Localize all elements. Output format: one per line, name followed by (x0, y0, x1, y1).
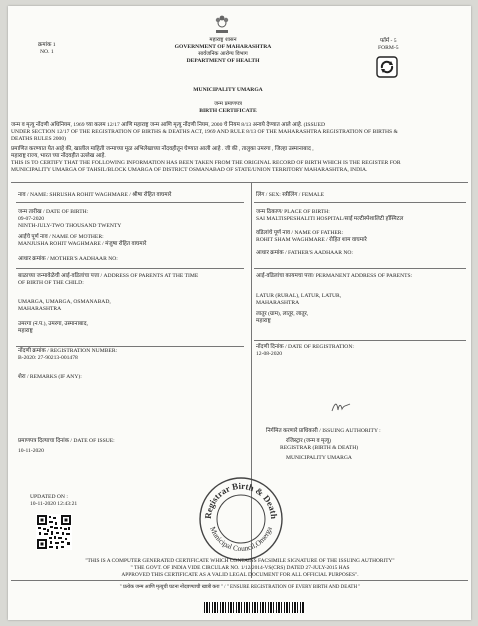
issuing-authority: निर्गमित करणारे प्राधिकारी / ISSUING AUTHORITY : रजिस्ट्रार (जन्म व मृत्यू) REGISTRAR (BIRTH & DEATH) MUNICIPALITY UMARGA (266, 428, 381, 461)
govt-name-hi: महाराष्ट्र शासन (209, 37, 237, 43)
govt-name: GOVERNMENT OF MAHARASHTRA (174, 44, 272, 50)
form-number-hi: क्रमांक 1 (38, 42, 56, 48)
form-label: FORM-5 (378, 45, 399, 51)
footer-line-3: APPROVED THIS CERTIFICATE AS A VALID LEGAL DOCUMENT FOR ALL OFFICIAL PURPOSES". (121, 572, 359, 578)
dept-name-hi: सार्वजनिक आरोग्य विभाग (198, 51, 248, 57)
title-hi: जन्म प्रमाणपत्र (214, 101, 242, 107)
intro-line: THIS IS TO CERTIFY THAT THE FOLLOWING INFORMATION HAS BEEN TAKEN FROM THE ORIGINAL RECORD OF BIRTH WHICH IS THE REGISTER FOR (11, 160, 401, 166)
date-of-birth: जन्म तारीख / DATE OF BIRTH: 09-07-2020 NINTH-JULY-TWO THOUSAND TWENTY (18, 209, 122, 229)
seal-bottom-text: Municipal Council,Omerga (208, 525, 274, 554)
svg-text:Municipal Council,Omerga (208, 525, 274, 553)
date-of-registration: नोंदणी दिनांक / DATE OF REGISTRATION: 12-08-2020 (256, 344, 354, 357)
father-aadhaar: आधार क्रमांक / FATHER'S AADHAAR NO: (256, 250, 353, 256)
svg-text:Registrar Birth & Death (203, 481, 279, 519)
footer-line-2: " THE GOVT. OF INDIA VIDE CIRCULAR NO. 1/12/2014-VS(CRS) DATED 27-JULY-2015 HAS (130, 565, 350, 571)
intro-line: DEATHS RULES 2000) (11, 136, 67, 142)
footer-line-1: "THIS IS A COMPUTER GENERATED CERTIFICATE WHICH CONTAINS FACSIMILE SIGNATURE OF THE ISSUING AUTHORITY" (85, 558, 395, 564)
date-of-issue: प्रमाणपत्र दिल्याचा दिनांक / DATE OF ISSUE: 10-11-2020 (18, 438, 115, 454)
registration-number: नोंदणी क्रमांक / REGISTRATION NUMBER: B-2020: 27-90213-001478 (18, 348, 118, 361)
form-number: NO. 1 (40, 49, 54, 55)
mother-aadhaar: आधार क्रमांक / MOTHER'S AADHAAR NO: (18, 256, 118, 262)
certificate-title: BIRTH CERTIFICATE (199, 108, 257, 114)
remarks: शेरा / REMARKS (IF ANY): (18, 374, 82, 380)
qr-code-icon (36, 514, 72, 550)
permanent-address: आई-वडिलांचा कायमचा पत्ता/ PERMANENT ADDRESS OF PARENTS: LATUR (RURAL), LATUR, LATUR, MAHARASHTRA लातूर (ग्राम), लातूर, लातूर, महाराष्ट्र (256, 273, 413, 324)
intro-line: UNDER SECTION 12/17 OF THE REGISTRATION OF BIRTHS & DEATHS ACT, 1969 AND RULE 8/13 OF THE MAHARASHTRA REGISTRATION OF BIRTHS & (11, 129, 398, 135)
recycle-logo-icon (376, 56, 398, 78)
address-at-birth: बाळाच्या जन्मावेळेची आई-वडिलांचा पत्ता / ADDRESS OF PARENTS AT THE TIME OF BIRTH OF THE CHILD: UMARGA, UMARGA, OSMANABAD, MAHARASHTRA उमरगा (न.प.), उमरगा, उस्मानाबाद, महाराष्ट्र (18, 273, 199, 334)
intro-line: जन्म व मृत्यु नोंदणी अधिनियम, 1969 च्या कलम 12/17 आणि महाराष्ट्र जन्म आणि मृत्यु नोंदणी नियम, 2000 चे नियम 8/13 अन्वये देण्यात आले आहे. (ISSUED (11, 122, 326, 128)
certificate-page (8, 6, 471, 620)
father-name: वडिलांचे पूर्ण नाव / NAME OF FATHER: ROHIT SHAM WAGHMARE / रोहित शाम वाघमारे (256, 230, 367, 243)
signature-icon (330, 400, 352, 414)
seal-top-text: Registrar Birth & Death (202, 480, 280, 520)
state-emblem-icon (213, 14, 231, 34)
mother-name: आईचे पूर्ण नाव / NAME OF MOTHER: MANJUSHA ROHIT WAGHMARE / मंजुषा रोहित वाघमारे (18, 234, 147, 247)
child-name: नाव / NAME: SHRUSHA ROHIT WAGHMARE / श्रीषा रोहित वाघमारे (18, 192, 172, 198)
intro-line: महाराष्ट्र राज्य, भारत च्या नोंदवहीत उल्लेख आहे. (11, 153, 106, 159)
updated-on: UPDATED ON : 10-11-2020 12:43:21 (30, 494, 78, 507)
footer-line-4: " प्रत्येक जन्म आणि मृत्यूची घटना नोंदवण्याची खात्री करा " / " ENSURE REGISTRATION OF EVERY BIRTH AND DEATH " (119, 585, 361, 590)
divider (11, 182, 468, 183)
intro-line: प्रमाणित करण्यात येत आहे की, खालील माहिती जन्माच्या मूळ अभिलेखाच्या नोंदवहीतून घेण्यात आली आहे . जी की , तालुका उमरगा , जिल्हा उस्मानाबाद , (11, 146, 314, 152)
place-of-birth: जन्म ठिकाण/ PLACE OF BIRTH: SAI MALTISPESHALITI HOSPITAL/साई मल्टीस्पेशालिटी हॉस्पिटल (256, 209, 404, 222)
form-label-hi: फॉर्म - 5 (380, 38, 397, 44)
sex: लिंग / SEX: स्त्रीलिंग / FEMALE (256, 192, 325, 198)
registrar-seal-icon (198, 476, 284, 562)
intro-paragraph (11, 122, 401, 174)
municipality-name: MUNICIPALITY UMARGA (193, 87, 263, 93)
dept-name: DEPARTMENT OF HEALTH (186, 58, 260, 64)
barcode-icon (204, 602, 304, 613)
intro-line: MUNICIPALITY UMARGA OF TAHSIL/BLOCK UMARGA OF DISTRICT OSMANABAD OF STATE/UNION TERRITORY MAHARASHTRA, INDIA. (11, 167, 368, 173)
